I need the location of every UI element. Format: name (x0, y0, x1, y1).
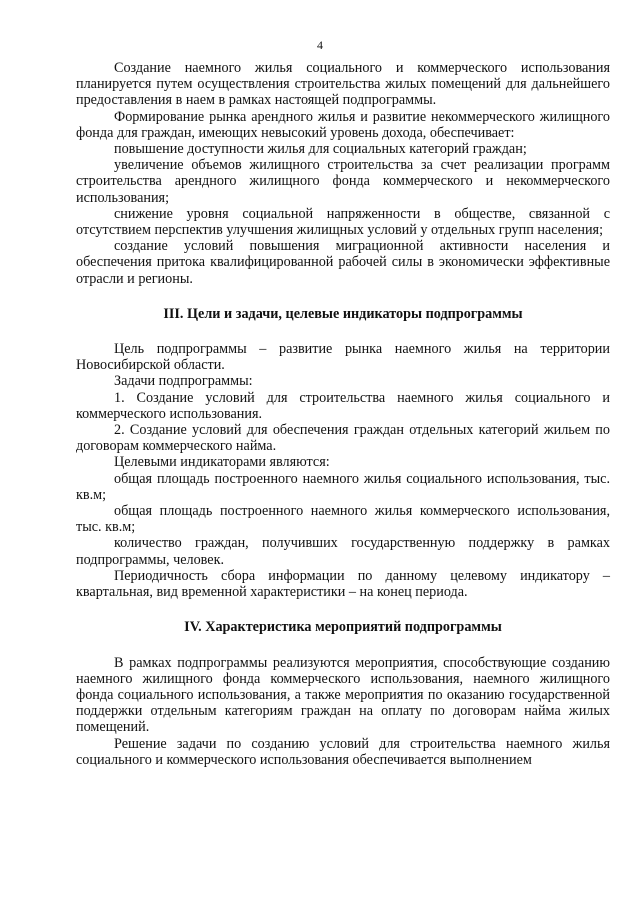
spacer (76, 287, 610, 306)
paragraph: Создание наемного жилья социального и коммерческого использования планируется путем осуществления строительства жилых помещений для дальнейшего предоставления в наем в рамках настоящей подпрограммы. (76, 60, 610, 109)
spacer (76, 636, 610, 655)
section-goals (76, 341, 610, 600)
page-number: 4 (317, 38, 323, 52)
paragraph: общая площадь построенного наемного жилья коммерческого использования, тыс. кв.м; (76, 503, 610, 536)
spacer (76, 600, 610, 619)
paragraph: Задачи подпрограммы: (114, 373, 253, 390)
paragraph: Цель подпрограммы – развитие рынка наемного жилья на территории Новосибирской области. (76, 341, 610, 374)
paragraph: Целевыми индикаторами являются: (114, 454, 330, 471)
paragraph: увеличение объемов жилищного строительства за счет реализации программ строительства арендного жилищного фонда коммерческого и некоммерческого использования; (76, 157, 610, 206)
section-heading-goals: III. Цели и задачи, целевые индикаторы подпрограммы (163, 305, 523, 322)
paragraph: количество граждан, получивших государственную поддержку в рамках подпрограммы, человек. (76, 535, 610, 568)
paragraph: снижение уровня социальной напряженности в обществе, связанной с отсутствием перспектив улучшения жилищных условий у отдельных групп населения; (76, 205, 610, 239)
paragraph: Формирование рынка арендного жилья и развитие некоммерческого жилищного фонда для граждан, имеющих невысокий уровень дохода, обеспечивает: (76, 108, 610, 141)
paragraph: создание условий повышения миграционной активности населения и обеспечения притока квалифицированной рабочей силы в экономически эффективные отрасли и регионы. (76, 238, 610, 287)
paragraph: 2. Создание условий для обеспечения граждан отдельных категорий жильем по договорам коммерческого найма. (76, 422, 610, 455)
paragraph: В рамках подпрограммы реализуются мероприятия, способствующие созданию наемного жилищного фонда коммерческого использования, наемного жилищного фонда социального использования, а также мероприятия по оказанию государственной поддержки отдельным категориям граждан на оплату по договорам найма жилых помещений. (76, 654, 610, 736)
section-heading-activities: IV. Характеристика мероприятий подпрограммы (184, 619, 502, 636)
document-body (76, 60, 610, 768)
paragraph: повышение доступности жилья для социальных категорий граждан; (114, 141, 527, 158)
spacer (76, 322, 610, 341)
paragraph: общая площадь построенного наемного жилья социального использования, тыс. кв.м; (76, 470, 610, 503)
paragraph: Решение задачи по созданию условий для строительства наемного жилья социального и коммерческого использования обеспечивается выполнением (76, 735, 610, 768)
paragraph: 1. Создание условий для строительства наемного жилья социального и коммерческого использования. (76, 389, 610, 422)
paragraph: Периодичность сбора информации по данному целевому индикатору – квартальная, вид временной характеристики – на конец периода. (76, 567, 610, 601)
section-activities (76, 655, 610, 768)
section-intro (76, 60, 610, 287)
